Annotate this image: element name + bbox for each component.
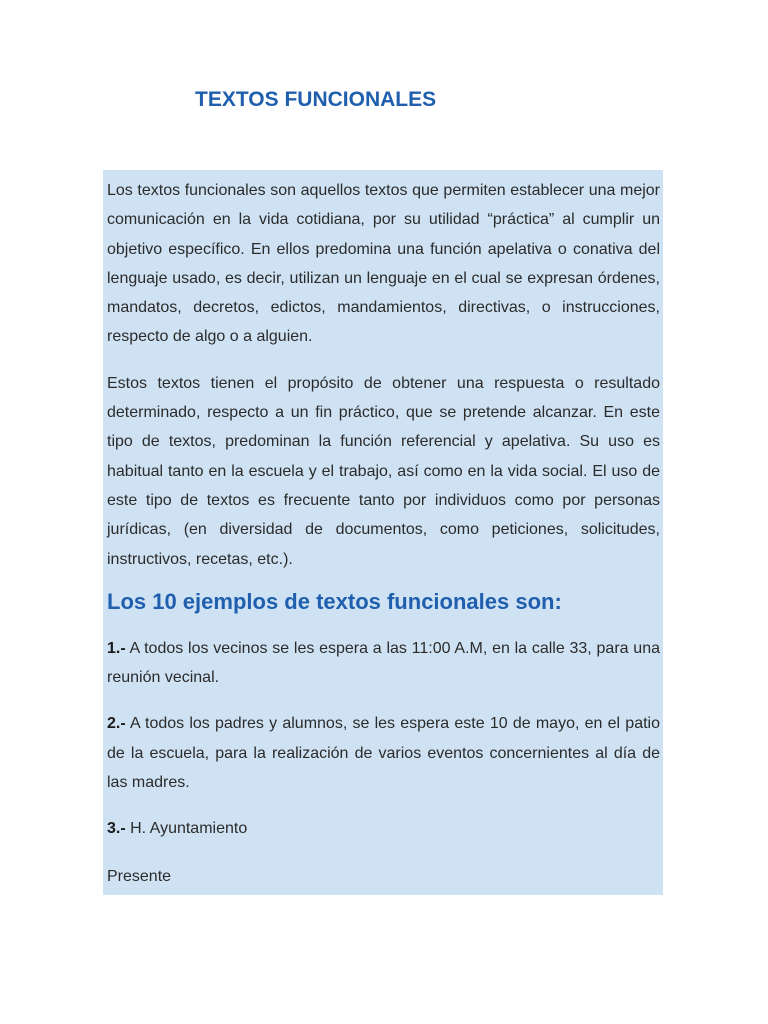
example-number: 2.-: [107, 715, 126, 733]
example-item-3: [107, 814, 660, 843]
intro-paragraph: Los textos funcionales son aquellos textos que permiten establecer una mejor comunicación en la vida cotidiana, por su utilidad “práctica” al cumplir un objetivo específico. En ellos predomina una función apelativa o conativa del lenguaje usado, es decir, utilizan un lenguaje en el cual se expresan órdenes, mandatos, decretos, edictos, mandamientos, directivas, o instrucciones, respecto de algo o a alguien.: [107, 182, 660, 346]
document-title: TEXTOS FUNCIONALES: [195, 88, 437, 111]
example-text: H. Ayuntamiento: [125, 820, 248, 838]
example-item-1: [107, 634, 660, 693]
example-number: 1.-: [107, 639, 126, 657]
closing-line: Presente: [107, 867, 172, 885]
content-box: [103, 170, 663, 895]
example-item-2: [107, 709, 660, 797]
example-number: 3.-: [107, 820, 126, 838]
purpose-paragraph: Estos textos tienen el propósito de obtener una respuesta o resultado determinado, respecto a un fin práctico, que se pretende alcanzar. En este tipo de textos, predominan la función referencial y apelativa. Su uso es habitual tanto en la escuela y el trabajo, así como en la vida social. El uso de este tipo de textos es frecuente tanto por individuos como por personas jurídicas, (en diversidad de documentos, como peticiones, solicitudes, instructivos, recetas, etc.).: [107, 374, 660, 568]
example-text: A todos los padres y alumnos, se les espera este 10 de mayo, en el patio de la escuela, para la realización de varios eventos concernientes al día de las madres.: [107, 715, 660, 792]
example-text: A todos los vecinos se les espera a las 11:00 A.M, en la calle 33, para una reunión vecinal.: [107, 639, 660, 687]
examples-heading: Los 10 ejemplos de textos funcionales son:: [107, 588, 562, 614]
